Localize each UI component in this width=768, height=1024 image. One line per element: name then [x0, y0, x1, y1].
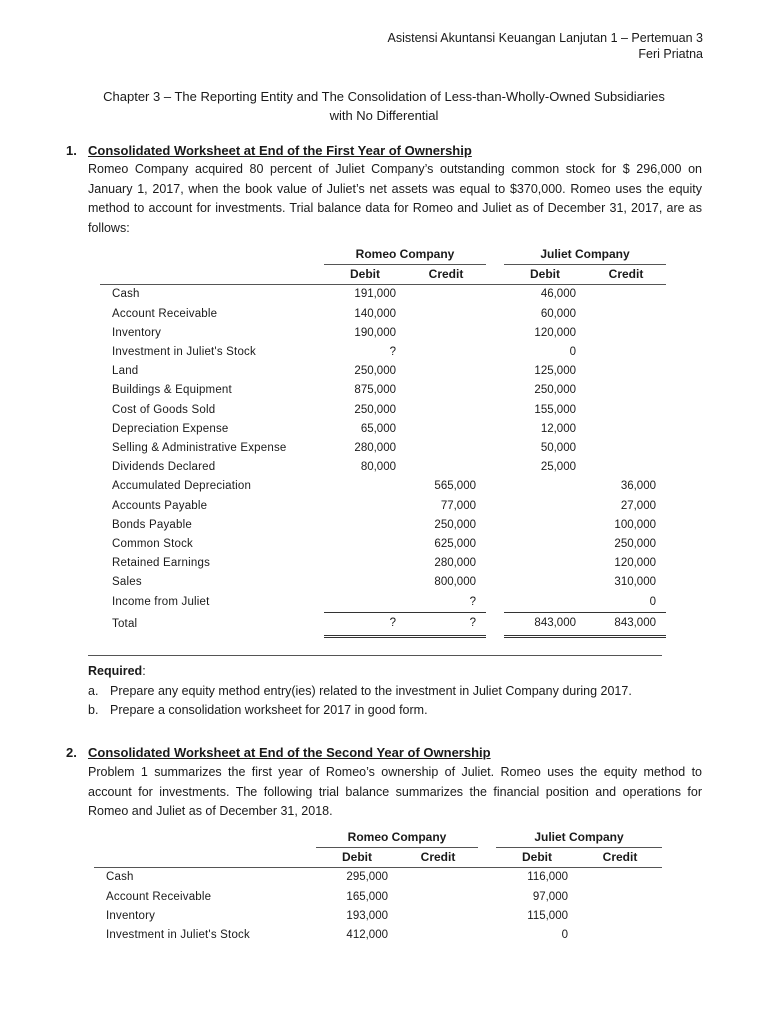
- r-debit-cell: ?: [389, 346, 396, 359]
- total-j-debit: 843,000: [504, 612, 586, 636]
- total-row: [100, 612, 666, 636]
- table-row: [100, 477, 666, 496]
- j-credit-cell: 250,000: [614, 538, 656, 551]
- account-name: Accounts Payable: [112, 499, 208, 512]
- r-debit-cell: 190,000: [354, 326, 396, 339]
- problem1-heading: 1. Consolidated Worksheet at End of the First Year of Ownership: [66, 143, 472, 158]
- j-credit-cell: [578, 888, 662, 907]
- j-debit-cell: [504, 593, 586, 613]
- r-credit-cell: [406, 381, 486, 400]
- table-row: [100, 554, 666, 573]
- table-row: [100, 516, 666, 535]
- table-row: [100, 343, 666, 362]
- r-credit-cell: [406, 420, 486, 439]
- r-credit-cell: [398, 868, 478, 888]
- r-debit-cell: 193,000: [346, 909, 388, 922]
- account-name: Accumulated Depreciation: [112, 480, 252, 493]
- j-credit-cell: [586, 305, 666, 324]
- table-row: [100, 401, 666, 420]
- j-debit-cell: 125,000: [534, 365, 576, 378]
- table-row: [100, 324, 666, 343]
- j-debit-cell: 0: [569, 346, 576, 359]
- trial-balance-2017: Romeo Company Juliet Company Debit Credit Debit Credit Cash 191,000 46,000 Account Receivable 140,000 60,000 Inventory 190,000 120,000 Investment in Juliet's Stock ? 0 Land 250,000 125,000 Buildings & Equipment 875,000 250,000 Cost of Goods Sold 250,000 155,000 Depreciation Expense 65,000 12,000 Selling & Administrative Expense 280,000 50,000 Dividends Declared 80,000 25,000 Accumulated Depreciation 565,000 36,000 Accounts Payable 77,000 27,000 Bonds Payable 250,000 100,000 Common Stock 625,000 250,000 Retained Earnings 280,000 120,000 Sales 800,000 310,000 Income from Juliet ? 0 Total ? ? 843,000 843,000: [100, 245, 666, 638]
- j-credit-cell: 27,000: [620, 499, 656, 512]
- j-credit-cell: 100,000: [614, 518, 656, 531]
- account-name: Account Receivable: [106, 890, 212, 903]
- r-debit-cell: [324, 516, 406, 535]
- j-debit-cell: 116,000: [527, 871, 568, 884]
- j-credit-cell: [578, 907, 662, 926]
- romeo-company-header: Romeo Company: [316, 828, 478, 848]
- j-debit-cell: 50,000: [540, 442, 576, 455]
- r-credit-cell: [406, 362, 486, 381]
- juliet-company-header: Juliet Company: [496, 828, 662, 848]
- table-row: [100, 381, 666, 400]
- r-debit-cell: 250,000: [354, 365, 396, 378]
- j-credit-cell: [586, 381, 666, 400]
- j-credit-cell: [586, 401, 666, 420]
- author-name: Feri Priatna: [638, 47, 703, 61]
- total-label: Total: [112, 617, 138, 630]
- r-debit-cell: 412,000: [346, 929, 388, 942]
- r-debit-cell: 280,000: [354, 442, 396, 455]
- account-name: Common Stock: [112, 538, 194, 551]
- r-debit-cell: 250,000: [354, 403, 396, 416]
- j-debit-cell: [504, 573, 586, 592]
- j-credit-cell: 0: [649, 595, 656, 608]
- j-debit-cell: 25,000: [540, 461, 576, 474]
- j-debit-cell: 120,000: [534, 326, 576, 339]
- table-row: [94, 926, 662, 945]
- r-debit-cell: 875,000: [354, 384, 396, 397]
- j-credit-cell: 36,000: [620, 480, 656, 493]
- juliet-company-header: Juliet Company: [504, 245, 666, 265]
- r-debit-cell: 140,000: [354, 307, 396, 320]
- r-debit-cell: 295,000: [346, 871, 388, 884]
- trial-balance-2018: Romeo Company Juliet Company Debit Credit Debit Credit Cash 295,000 116,000 Account Receivable 165,000 97,000 Inventory 193,000 115,000 Investment in Juliet's Stock 412,000 0: [94, 828, 662, 945]
- r-debit-cell: [324, 573, 406, 592]
- problem1-paragraph: Romeo Company acquired 80 percent of Juliet Company’s outstanding common stock for $ 296,000 on January 1, 2017, when the book value of Juliet’s net assets was equal to $370,000. Romeo uses the equity method to account for investments. Trial balance data for Romeo and Juliet as of December 31, 2017, are as follows:: [88, 162, 702, 235]
- account-name: Buildings & Equipment: [112, 384, 232, 397]
- account-name: Investment in Juliet's Stock: [112, 346, 256, 359]
- account-name: Inventory: [106, 909, 156, 922]
- r-debit-cell: 80,000: [360, 461, 396, 474]
- j-debit-cell: 115,000: [527, 909, 568, 922]
- required-section: Required: a. Prepare any equity method entry(ies) related to the investment in Juliet Company during 2017. b. Prepare a consolidation worksheet for 2017 in good form.: [88, 662, 632, 721]
- total-r-debit: ?: [324, 612, 406, 636]
- j-debit-cell: 60,000: [540, 307, 576, 320]
- total-j-credit: 843,000: [586, 612, 666, 636]
- table-row: [94, 888, 662, 907]
- j-debit-cell: [504, 535, 586, 554]
- r-credit-cell: 565,000: [434, 480, 476, 493]
- table-row: [100, 305, 666, 324]
- problem2-paragraph: Problem 1 summarizes the first year of Romeo’s ownership of Juliet. Romeo uses the equity method to account for investments. The following trial balance summarizes the financial position and operations for Romeo and Juliet as of December 31, 2018.: [88, 765, 702, 818]
- account-name: Account Receivable: [112, 307, 218, 320]
- j-debit-cell: 46,000: [540, 288, 576, 301]
- account-name: Depreciation Expense: [112, 422, 229, 435]
- account-name: Income from Juliet: [112, 595, 210, 608]
- j-credit-cell: [586, 285, 666, 305]
- account-name: Cash: [112, 288, 140, 301]
- r-debit-cell: 191,000: [354, 288, 396, 301]
- j-debit-cell: 155,000: [534, 403, 576, 416]
- j-debit-cell: 97,000: [532, 890, 568, 903]
- chapter-title: Chapter 3 – The Reporting Entity and The Consolidation of Less-than-Wholly-Owned Subsidiaries with No Differential: [103, 89, 665, 123]
- j-debit-cell: 250,000: [534, 384, 576, 397]
- r-credit-cell: [398, 907, 478, 926]
- r-debit-cell: [324, 497, 406, 516]
- r-credit-cell: ?: [469, 595, 476, 608]
- page-header: [388, 30, 704, 62]
- account-name: Dividends Declared: [112, 461, 216, 474]
- romeo-company-header: Romeo Company: [324, 245, 486, 265]
- r-credit-cell: [406, 343, 486, 362]
- j-credit-cell: [586, 458, 666, 477]
- r-credit-cell: 250,000: [434, 518, 476, 531]
- account-name: Investment in Juliet's Stock: [106, 929, 250, 942]
- total-r-credit: ?: [406, 612, 486, 636]
- r-credit-cell: [406, 439, 486, 458]
- j-credit-cell: [586, 439, 666, 458]
- j-credit-cell: 120,000: [614, 557, 656, 570]
- table-row: [100, 573, 666, 592]
- table-row: [100, 593, 666, 613]
- account-name: Bonds Payable: [112, 518, 192, 531]
- j-debit-cell: [504, 497, 586, 516]
- required-item-a: a. Prepare any equity method entry(ies) related to the investment in Juliet Company during 2017.: [88, 683, 632, 698]
- account-name: Cost of Goods Sold: [112, 403, 216, 416]
- required-item-b: b. Prepare a consolidation worksheet for 2017 in good form.: [88, 703, 428, 717]
- j-debit-cell: [504, 554, 586, 573]
- r-credit-cell: [406, 305, 486, 324]
- j-credit-cell: [586, 420, 666, 439]
- account-name: Sales: [112, 576, 142, 589]
- account-name: Cash: [106, 871, 134, 884]
- j-debit-cell: 12,000: [540, 422, 576, 435]
- course-title: Asistensi Akuntansi Keuangan Lanjutan 1 – Pertemuan 3: [387, 31, 703, 45]
- r-debit-cell: [324, 535, 406, 554]
- r-debit-cell: [324, 554, 406, 573]
- table-row: [100, 439, 666, 458]
- j-credit-cell: [586, 362, 666, 381]
- r-debit-cell: [324, 477, 406, 496]
- problem2-heading: 2. Consolidated Worksheet at End of the Second Year of Ownership: [66, 745, 491, 760]
- r-credit-cell: [406, 285, 486, 305]
- account-name: Land: [112, 365, 139, 378]
- r-debit-cell: 165,000: [346, 890, 388, 903]
- r-credit-cell: 280,000: [434, 557, 476, 570]
- r-credit-cell: [398, 888, 478, 907]
- table-row: [100, 535, 666, 554]
- account-name: Inventory: [112, 326, 162, 339]
- table-row: [94, 907, 662, 926]
- j-debit-cell: [504, 477, 586, 496]
- table-row: [100, 362, 666, 381]
- r-credit-cell: [406, 401, 486, 420]
- r-credit-cell: 800,000: [434, 576, 476, 589]
- r-credit-cell: 77,000: [440, 499, 476, 512]
- j-credit-cell: [578, 868, 662, 888]
- table-row: [100, 458, 666, 477]
- table-row: [100, 420, 666, 439]
- j-credit-cell: [586, 343, 666, 362]
- r-debit-cell: [324, 593, 406, 613]
- r-credit-cell: 625,000: [434, 538, 476, 551]
- table-row: [94, 868, 662, 888]
- r-credit-cell: [398, 926, 478, 945]
- r-credit-cell: [406, 458, 486, 477]
- account-name: Retained Earnings: [112, 557, 211, 570]
- j-credit-cell: 310,000: [614, 576, 656, 589]
- table-end-rule: [88, 655, 662, 656]
- table-row: [100, 497, 666, 516]
- j-debit-cell: 0: [561, 929, 568, 942]
- j-debit-cell: [504, 516, 586, 535]
- j-credit-cell: [578, 926, 662, 945]
- j-credit-cell: [586, 324, 666, 343]
- table-row: [100, 285, 666, 305]
- account-name: Selling & Administrative Expense: [112, 442, 287, 455]
- r-credit-cell: [406, 324, 486, 343]
- r-debit-cell: 65,000: [360, 422, 396, 435]
